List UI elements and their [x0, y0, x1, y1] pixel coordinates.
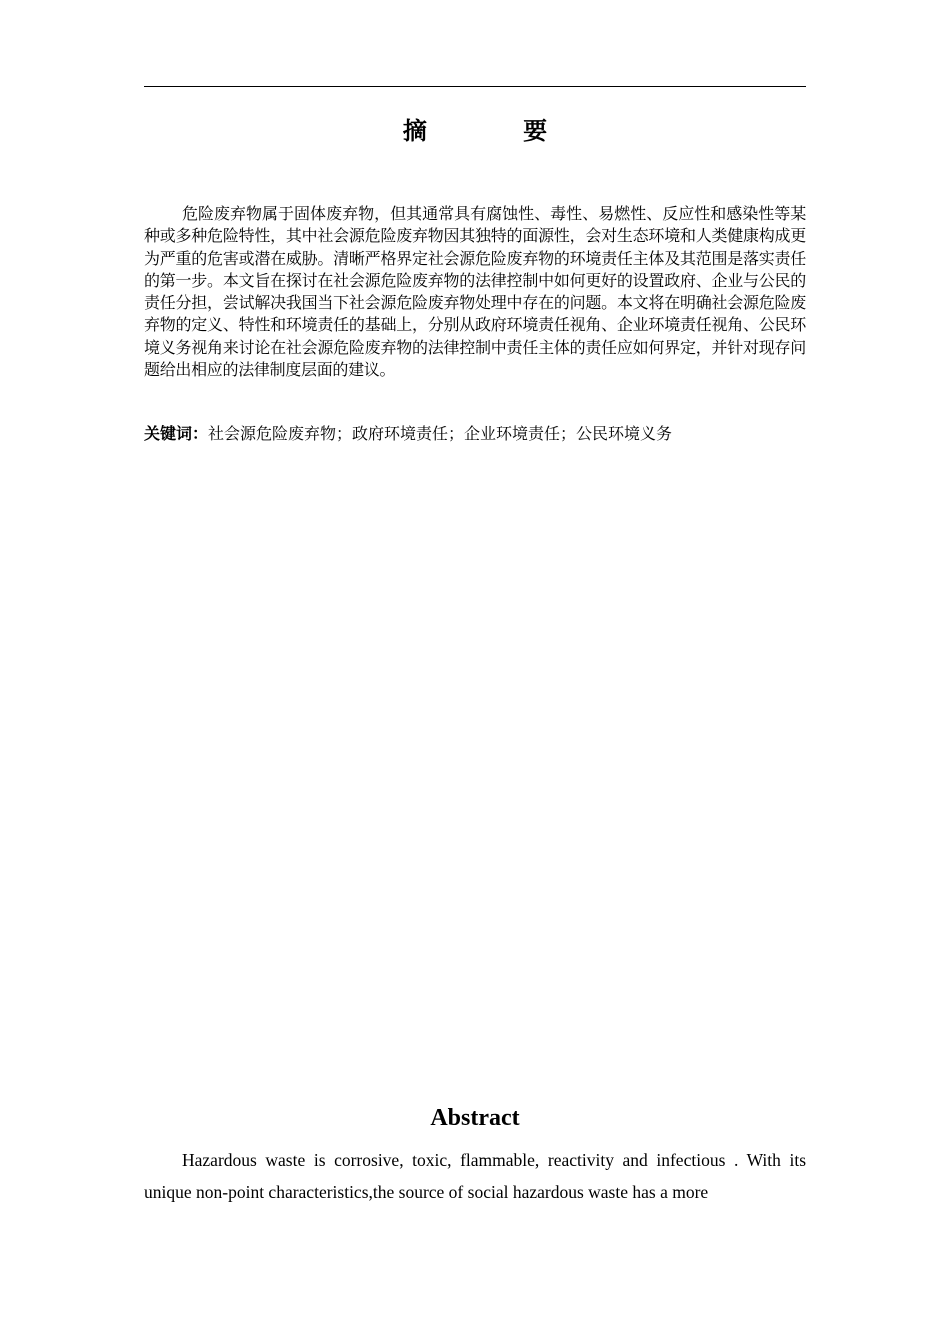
abstract-title-cn: 摘 要 — [402, 117, 592, 145]
keywords-label: 关键词： — [144, 424, 209, 443]
abstract-body-en: Hazardous waste is corrosive, toxic, flammable, reactivity and infectious . With its unique non-point characteristics,the source of social hazardous waste has a more — [144, 1150, 806, 1202]
keywords-line — [144, 423, 806, 445]
abstract-title-en: Abstract — [430, 1105, 520, 1131]
abstract-body-cn: 危险废弃物属于固体废弃物，但其通常具有腐蚀性、毒性、易燃性、反应性和感染性等某种或多种危险特性，其中社会源危险废弃物因其独特的面源性，会对生态环境和人类健康构成更为严重的危害或潜在威胁。清晰严格界定社会源危险废弃物的环境责任主体及其范围是落实责任的第一步。本文旨在探讨在社会源危险废弃物的法律控制中如何更好的设置政府、企业与公民的责任分担，尝试解决我国当下社会源危险废弃物处理中存在的问题。本文将在明确社会源危险废弃物的定义、特性和环境责任的基础上，分别从政府环境责任视角、企业环境责任视角、公民环境义务视角来讨论在社会源危险废弃物的法律控制中责任主体的责任应如何界定，并针对现存问题给出相应的法律制度层面的建议。 — [144, 204, 806, 380]
keywords-value: 社会源危险废弃物；政府环境责任；企业环境责任；公民环境义务 — [208, 424, 673, 443]
header-rule — [144, 86, 806, 87]
